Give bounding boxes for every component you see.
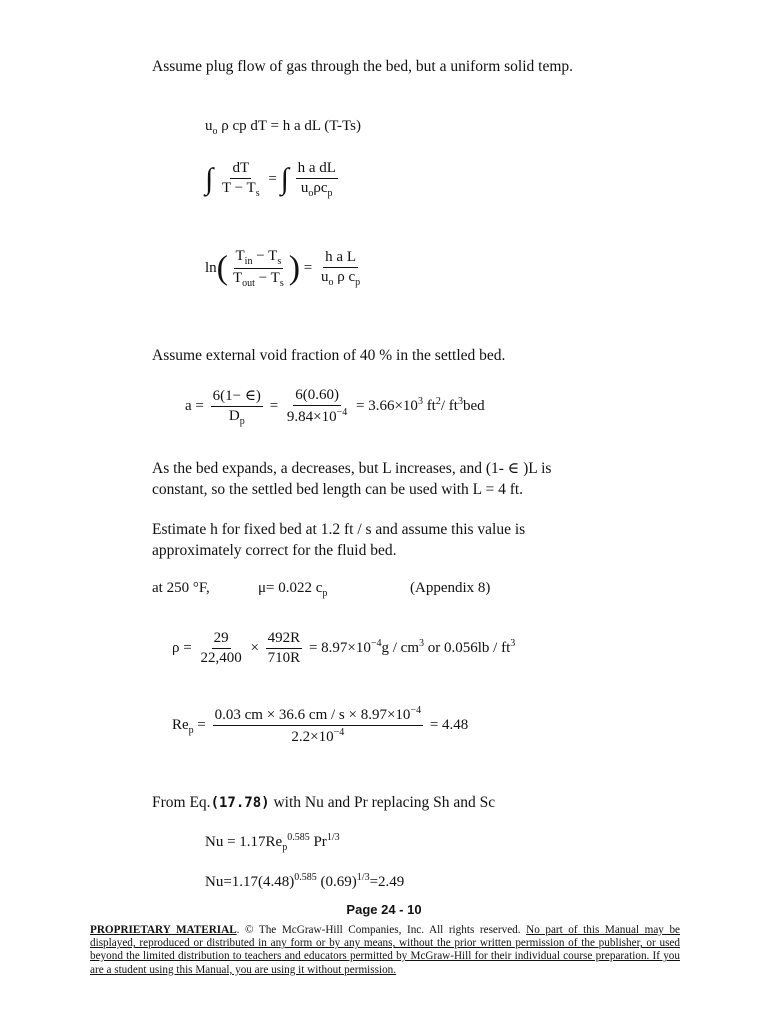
line-viscosity: at 250 °F, μ= 0.022 $c_p$ (Appendix 8) — [152, 580, 491, 599]
footer-notice: No part of this Manual may be displayed, reproduced or distributed in any form or by any means, without the prior written permission of the publisher, or used beyond the limited distribution to teachers and educators permitted by McGraw-Hill for their individual course preparation. If you are a student using this Manual, you are using it without permission. — [90, 924, 681, 976]
equation-ln: ln( $\frac{T_{in} - T_s}{T_{out} - T_s}$ ) = $\frac{\text{h a L}}{u_o \rho c_p}$ — [205, 248, 361, 289]
equation-density: ρ = $\frac{29}{22,400}$ × $\frac{492R}{710R}$ = $8.97\times 10^{-4}g / cm^3$ or $0.056lb / ft^3$ — [172, 630, 516, 666]
paragraph-bed-expands: As the bed expands, a decreases, but L increases, and (1- ∈ )L is constant, so the settled bed length can be used with L = 4 ft. — [152, 460, 552, 498]
equation-specific-area: a = $\frac{6(1- \in)}{D_p}$ = $\frac{6(0.60)}{9.84\times 10^{-4}}$ = $3.66\times 10^3$ $ft^2/$ $ft^3bed$ — [185, 387, 485, 427]
page-number: Page 24 - 10 — [346, 902, 422, 917]
paragraph-from-eq: From Eq.(17.78) with Nu and Pr replacing Sh and Sc — [152, 794, 496, 811]
paragraph-plug-flow: Assume plug flow of gas through the bed, but a uniform solid temp. — [152, 58, 574, 75]
copyright-footer — [90, 924, 680, 977]
equation-energy-balance: $u_o$ ρ cp dT = h a dL (T-Ts) — [205, 118, 361, 137]
footer-copyright: . © The McGraw-Hill Companies, Inc. All rights reserved. — [236, 924, 527, 936]
equation-nusselt-correlation: $Nu = 1.17Re_p^{0.585}$ $Pr^{1/3}$ — [205, 832, 340, 853]
equation-integral: ∫ $\frac{dT}{T - T_s}$ = ∫ $\frac{\text{h a dL}}{u_o\rho c_p}$ — [205, 160, 336, 199]
paragraph-estimate-h: Estimate h for fixed bed at 1.2 ft / s and assume this value is approximately correct for the fluid bed. — [152, 521, 526, 559]
equation-reynolds: $Re_p$ = $\frac{0.03 cm \times 36.6 cm / s \times 8.97\times 10^{-4}}{2.2\times 10^{-4}}$ = 4.48 — [172, 705, 469, 745]
paragraph-void-fraction: Assume external void fraction of 40 % in the settled bed. — [152, 347, 506, 364]
equation-nusselt-value: $Nu=1.17(4.48)^{0.585}$ $(0.69)^{1/3}=2.49$ — [205, 872, 405, 890]
footer-proprietary: PROPRIETARY MATERIAL — [90, 924, 237, 936]
